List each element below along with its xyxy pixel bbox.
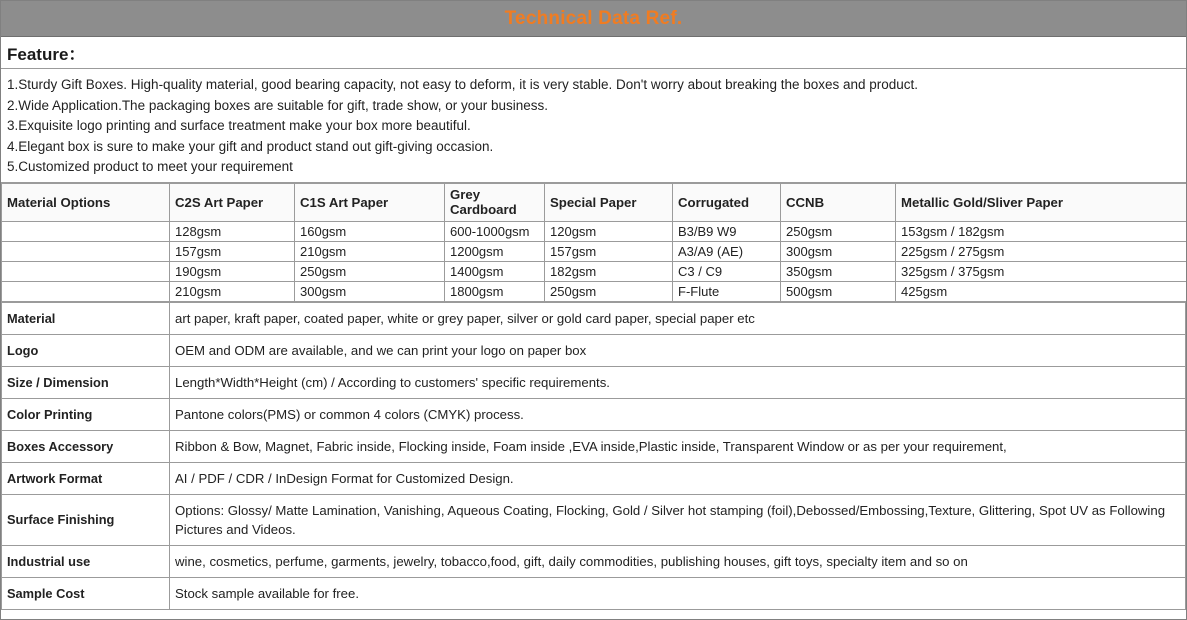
spec-row-material xyxy=(2,302,1186,334)
feature-line: 4.Elegant box is sure to make your gift and product stand out gift-giving occasion. xyxy=(7,138,494,154)
spec-value: wine, cosmetics, perfume, garments, jewelry, tobacco,food, gift, daily commodities, publishing houses, gift toys, specialty item and so on xyxy=(170,545,1186,577)
spec-label: Logo xyxy=(2,334,170,366)
table-cell: 300gsm xyxy=(295,281,445,301)
spec-label: Size / Dimension xyxy=(2,366,170,398)
table-cell: 128gsm xyxy=(170,221,295,241)
spec-row-surface-finishing xyxy=(2,494,1186,545)
spec-label: Surface Finishing xyxy=(2,494,170,545)
table-cell xyxy=(2,281,170,301)
spec-value: OEM and ODM are available, and we can print your logo on paper box xyxy=(170,334,1186,366)
feature-line: 2.Wide Application.The packaging boxes are suitable for gift, trade show, or your business. xyxy=(7,97,549,113)
spec-row-logo xyxy=(2,334,1186,366)
table-row xyxy=(2,281,1187,301)
table-cell xyxy=(2,261,170,281)
specification-table xyxy=(1,302,1186,610)
spec-row-industrial-use xyxy=(2,545,1186,577)
column-header: C2S Art Paper xyxy=(170,183,295,221)
table-cell: 325gsm / 375gsm xyxy=(896,261,1187,281)
table-cell: C3 / C9 xyxy=(673,261,781,281)
table-cell: 160gsm xyxy=(295,221,445,241)
table-cell: 1200gsm xyxy=(445,241,545,261)
table-cell: 300gsm xyxy=(781,241,896,261)
spec-row-boxes-accessory xyxy=(2,430,1186,462)
table-header-row xyxy=(2,183,1187,221)
table-cell: 210gsm xyxy=(170,281,295,301)
table-cell: 157gsm xyxy=(170,241,295,261)
table-cell: 182gsm xyxy=(545,261,673,281)
materials-table xyxy=(1,183,1187,302)
spec-label: Artwork Format xyxy=(2,462,170,494)
table-cell: F-Flute xyxy=(673,281,781,301)
spec-value: Ribbon & Bow, Magnet, Fabric inside, Flocking inside, Foam inside ,EVA inside,Plastic inside, Transparent Window or as per your requirement, xyxy=(170,430,1186,462)
spec-label: Sample Cost xyxy=(2,577,170,609)
table-cell: 425gsm xyxy=(896,281,1187,301)
table-cell: 250gsm xyxy=(781,221,896,241)
table-cell: 225gsm / 275gsm xyxy=(896,241,1187,261)
feature-list xyxy=(1,69,1186,183)
table-cell: 190gsm xyxy=(170,261,295,281)
spec-row-size-dimension xyxy=(2,366,1186,398)
title-bar xyxy=(1,1,1186,37)
table-cell: 153gsm / 182gsm xyxy=(896,221,1187,241)
spec-value: Stock sample available for free. xyxy=(170,577,1186,609)
column-header: Special Paper xyxy=(545,183,673,221)
table-cell: 500gsm xyxy=(781,281,896,301)
spec-label: Boxes Accessory xyxy=(2,430,170,462)
table-row xyxy=(2,221,1187,241)
spec-label: Material xyxy=(2,302,170,334)
spec-value: Pantone colors(PMS) or common 4 colors (CMYK) process. xyxy=(170,398,1186,430)
spec-value: art paper, kraft paper, coated paper, white or grey paper, silver or gold card paper, special paper etc xyxy=(170,302,1186,334)
feature-heading-row xyxy=(1,37,1186,69)
table-cell: 250gsm xyxy=(295,261,445,281)
feature-heading: Feature： xyxy=(7,45,86,64)
table-cell: 600-1000gsm xyxy=(445,221,545,241)
feature-line: 3.Exquisite logo printing and surface treatment make your box more beautiful. xyxy=(7,118,471,133)
spec-value: Options: Glossy/ Matte Lamination, Vanishing, Aqueous Coating, Flocking, Gold / Silver hot stamping (foil),Debossed/Embossing,Texture, Glittering, Spot UV as Following Pictures and Videos. xyxy=(170,494,1186,545)
spec-label: Color Printing xyxy=(2,398,170,430)
spec-row-sample-cost xyxy=(2,577,1186,609)
spec-row-color-printing xyxy=(2,398,1186,430)
table-cell: 350gsm xyxy=(781,261,896,281)
column-header: Material Options xyxy=(2,183,170,221)
table-cell: B3/B9 W9 xyxy=(673,221,781,241)
column-header: Metallic Gold/Sliver Paper xyxy=(896,183,1187,221)
column-header: CCNB xyxy=(781,183,896,221)
table-cell: 210gsm xyxy=(295,241,445,261)
table-cell: A3/A9 (AE) xyxy=(673,241,781,261)
table-cell xyxy=(2,221,170,241)
column-header: Corrugated xyxy=(673,183,781,221)
spec-value: AI / PDF / CDR / InDesign Format for Customized Design. xyxy=(170,462,1186,494)
table-cell xyxy=(2,241,170,261)
spec-value: Length*Width*Height (cm) / According to customers' specific requirements. xyxy=(170,366,1186,398)
table-row xyxy=(2,261,1187,281)
spec-row-artwork-format xyxy=(2,462,1186,494)
table-row xyxy=(2,241,1187,261)
page-title: Technical Data Ref. xyxy=(504,7,683,29)
table-cell: 120gsm xyxy=(545,221,673,241)
column-header: C1S Art Paper xyxy=(295,183,445,221)
table-cell: 157gsm xyxy=(545,241,673,261)
spec-label: Industrial use xyxy=(2,545,170,577)
feature-line: 1.Sturdy Gift Boxes. High-quality material, good bearing capacity, not easy to deform, it is very stable. Don't worry about breaking the boxes and product. xyxy=(7,77,919,92)
table-cell: 1400gsm xyxy=(445,261,545,281)
feature-line: 5.Customized product to meet your requirement xyxy=(7,159,293,174)
table-cell: 250gsm xyxy=(545,281,673,301)
table-cell: 1800gsm xyxy=(445,281,545,301)
column-header: Grey Cardboard xyxy=(445,183,545,221)
